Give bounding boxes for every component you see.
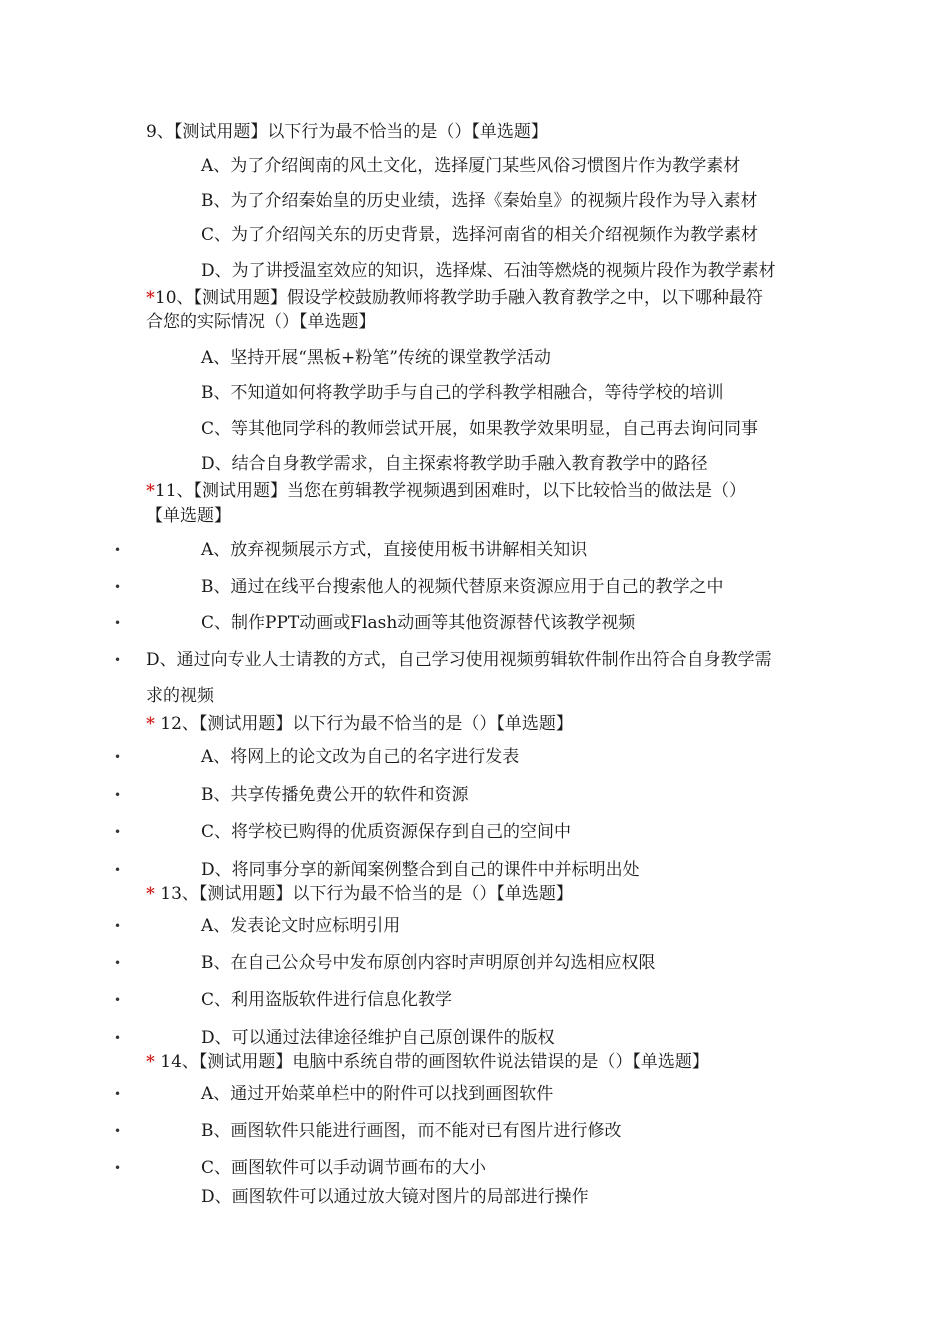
question-12-title: * 12、【测试用题】以下行为最不恰当的是（）【单选题】 bbox=[146, 714, 573, 734]
bullet: • bbox=[114, 1161, 122, 1175]
question-10-option-a: A、坚持开展“黑板+粉笔”传统的课堂教学活动 bbox=[201, 348, 551, 368]
question-9-title: 9、【测试用题】以下行为最不恰当的是（）【单选题】 bbox=[146, 122, 548, 142]
question-12-option-c: C、将学校已购得的优质资源保存到自己的空间中 bbox=[201, 822, 572, 842]
question-14-option-d: D、画图软件可以通过放大镜对图片的局部进行操作 bbox=[201, 1187, 589, 1207]
question-9-option-a: A、为了介绍闽南的风土文化，选择厦门某些风俗习惯图片作为教学素材 bbox=[201, 156, 741, 176]
question-13-option-a: A、发表论文时应标明引用 bbox=[201, 916, 401, 936]
question-10-option-b: B、不知道如何将教学助手与自己的学科教学相融合，等待学校的培训 bbox=[201, 383, 724, 403]
question-10-title: *10、【测试用题】假设学校鼓励教师将教学助手融入教育教学之中，以下哪种最符 bbox=[146, 288, 764, 308]
bullet: • bbox=[114, 653, 122, 667]
question-11-title-cont: 【单选题】 bbox=[146, 506, 231, 526]
bullet: • bbox=[114, 616, 122, 630]
question-12-option-b: B、共享传播免费公开的软件和资源 bbox=[201, 785, 469, 805]
bullet: • bbox=[114, 956, 122, 970]
question-14-option-a: A、通过开始菜单栏中的附件可以找到画图软件 bbox=[201, 1084, 554, 1104]
bullet: • bbox=[114, 1031, 122, 1045]
required-star: * bbox=[146, 714, 155, 734]
question-12-option-d: D、将同事分享的新闻案例整合到自己的课件中并标明出处 bbox=[201, 860, 640, 880]
bullet: • bbox=[114, 750, 122, 764]
question-11-option-a: A、放弃视频展示方式，直接使用板书讲解相关知识 bbox=[201, 540, 588, 560]
question-11-option-b: B、通过在线平台搜索他人的视频代替原来资源应用于自己的教学之中 bbox=[201, 577, 724, 597]
question-10-option-c: C、等其他同学科的教师尝试开展，如果教学效果明显，自己再去询问同事 bbox=[201, 419, 759, 439]
question-10-title-cont: 合您的实际情况（）【单选题】 bbox=[146, 312, 376, 332]
question-13-option-b: B、在自己公众号中发布原创内容时声明原创并勾选相应权限 bbox=[201, 953, 656, 973]
question-9-option-b: B、为了介绍秦始皇的历史业绩，选择《秦始皇》的视频片段作为导入素材 bbox=[201, 191, 758, 211]
question-14-option-c: C、画图软件可以手动调节画布的大小 bbox=[201, 1158, 487, 1178]
bullet: • bbox=[114, 919, 122, 933]
question-14-title: * 14、【测试用题】电脑中系统自带的画图软件说法错误的是（）【单选题】 bbox=[146, 1052, 709, 1072]
question-13-option-d: D、可以通过法律途径维护自己原创课件的版权 bbox=[201, 1028, 555, 1048]
bullet: • bbox=[114, 1087, 122, 1101]
question-9-option-c: C、为了介绍闯关东的历史背景，选择河南省的相关介绍视频作为教学素材 bbox=[201, 225, 759, 245]
required-star: * bbox=[146, 884, 155, 904]
question-11-title: *11、【测试用题】当您在剪辑教学视频遇到困难时，以下比较恰当的做法是（） bbox=[146, 481, 747, 501]
required-star: * bbox=[146, 481, 155, 501]
bullet: • bbox=[114, 993, 122, 1007]
question-12-option-a: A、将网上的论文改为自己的名字进行发表 bbox=[201, 747, 520, 767]
bullet: • bbox=[114, 543, 122, 557]
bullet: • bbox=[114, 580, 122, 594]
bullet: • bbox=[114, 788, 122, 802]
question-13-title: * 13、【测试用题】以下行为最不恰当的是（）【单选题】 bbox=[146, 884, 573, 904]
required-star: * bbox=[146, 1052, 155, 1072]
question-9-option-d: D、为了讲授温室效应的知识，选择煤、石油等燃烧的视频片段作为教学素材 bbox=[201, 261, 776, 281]
question-14-option-b: B、画图软件只能进行画图，而不能对已有图片进行修改 bbox=[201, 1121, 622, 1141]
bullet: • bbox=[114, 1124, 122, 1138]
question-11-option-d: D、通过向专业人士请教的方式，自己学习使用视频剪辑软件制作出符合自身教学需 bbox=[146, 650, 772, 670]
question-11-option-c: C、制作PPT动画或Flash动画等其他资源替代该教学视频 bbox=[201, 613, 636, 633]
question-11-option-d-cont: 求的视频 bbox=[146, 686, 214, 706]
bullet: • bbox=[114, 863, 122, 877]
question-10-option-d: D、结合自身教学需求，自主探索将教学助手融入教育教学中的路径 bbox=[201, 454, 708, 474]
bullet: • bbox=[114, 825, 122, 839]
required-star: * bbox=[146, 288, 155, 308]
question-13-option-c: C、利用盗版软件进行信息化教学 bbox=[201, 990, 453, 1010]
